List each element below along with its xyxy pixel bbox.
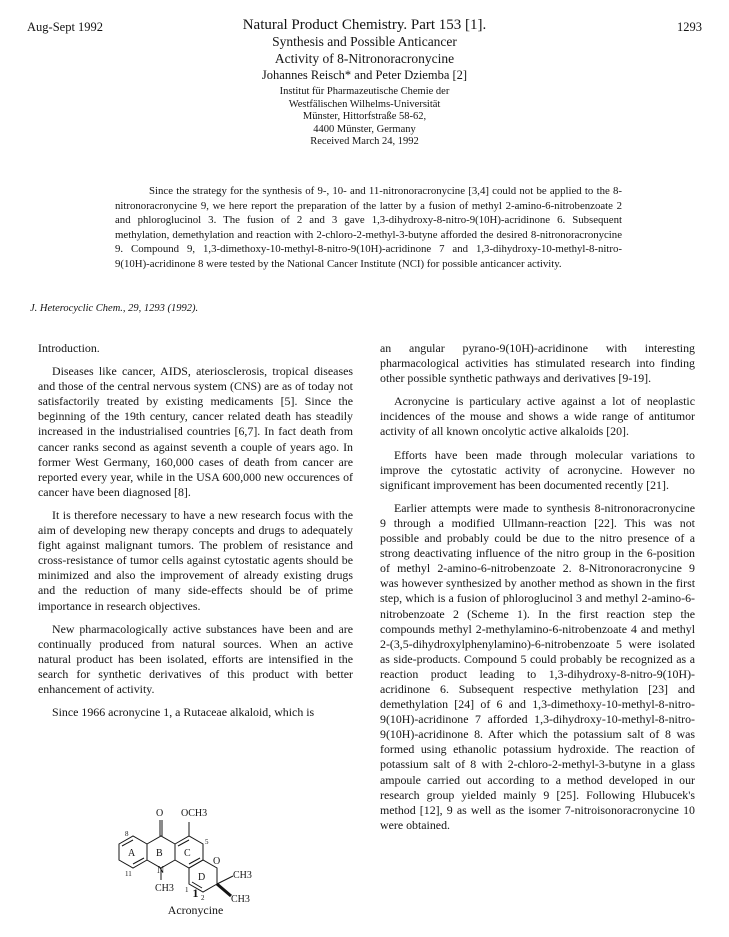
paragraph: Diseases like cancer, AIDS, ateriosclerosis, tropical diseases and those of the central nervous system (CNS) are as of today not satisfactorily treated by existing medicaments [5]. Since the beginning of the 19th century, cancer related death has steadily increased in the industrialised countries [6,7]. In fact death from cancer ranks second as against seventh a couple of years ago. In former West Germany, 160,000 cases of death from cancer are reported every year, while in the USA 600,000 new occurences of cancer have been diagnosed [8]. <box>38 364 353 499</box>
page-number: 1293 <box>677 20 702 34</box>
ring-a-label: A <box>128 848 136 859</box>
affiliation-line: 4400 Münster, Germany <box>313 123 416 135</box>
title-block <box>120 16 609 149</box>
gem-methyl-label: CH3 <box>231 894 250 905</box>
position-label: 11 <box>125 870 132 878</box>
nitrogen-label: N <box>157 865 165 876</box>
paragraph: Since 1966 acronycine 1, a Rutaceae alkaloid, which is <box>52 705 315 720</box>
authors: Johannes Reisch* and Peter Dziemba [2] <box>261 68 468 82</box>
pyran-o-label: O <box>213 856 221 867</box>
journal-reference: J. Heterocyclic Chem., 29, 1293 (1992). <box>30 303 199 314</box>
paragraph: Acronycine is particulary active against a lot of neoplastic incidences of the mouse and shows a wide range of antitumor activity of all known oncolytic active alkaloids [20]. <box>380 394 695 439</box>
affiliation-line: Münster, Hittorfstraße 58-62, <box>302 111 427 122</box>
section-heading: Introduction. <box>38 341 100 355</box>
position-label: 2 <box>201 894 205 902</box>
affiliation-line: Westfälischen Wilhelms-Universität <box>288 98 441 110</box>
ring-c-label: C <box>184 848 191 859</box>
affiliation-line: Institut für Pharmazeutische Chemie der <box>279 86 450 97</box>
right-column <box>380 341 695 841</box>
gem-methyl-label: CH3 <box>233 870 252 881</box>
position-label: 1 <box>185 886 189 894</box>
affiliation <box>120 86 609 149</box>
left-column <box>38 341 353 728</box>
paragraph: Earlier attempts were made to synthesis 8-nitronoracronycine 9 through a modified Ullmann-reaction [22]. This was not possible and probably could be due to the nitro presence of a strong deactivating influence of the nitro group in the 6-position of methyl 2-amino-6-nitrobenzoate 2. 8-Nitronoracronycine 9 was however synthesized by another method as shown in the first step, which is a fusion of phloroglucinol 3 and methyl 2-amino-6-nitrobenzoate 2 (Scheme 1). In the first reaction step the compounds methyl 2-methylamino-6-nitrobenzoate 4 and methyl 2-(3,5-dihydroxylphenylamino)-6-nitrobenzoate 5 were isolated as side-products. Compound 5 could probably be recognized as a reaction product leading to 1,3-dihydroxy-8-nitro-9(10H)-acridinone 6. Subsequent respective methylation [23] and demethylation [24] of 6 and 1,3-dimethoxy-10-methyl-8-nitro-9(10H)-acridinone 7 afforded 1,3-dihydroxy-10-methyl-8-nitro-9(10H)-acridinone 8. After which the potassium salt of 8 was formed using ethanolic potassium hydroxide. The reaction of potassium salt of 8 with 2-chloro-2-methyl-3-butyne in a glass ampoule carried out according to a method developed in our research group yielded mainly 9 [25]. Following Hlubucek's method [12], 9 as well as the isomer 7-nitroisonoracronycine 10 were obtained. <box>380 500 695 832</box>
title-line-1: Natural Product Chemistry. Part 153 [1]. <box>242 17 487 33</box>
ring-b-label: B <box>156 848 163 859</box>
ring-d-label: D <box>198 872 206 883</box>
abstract: Since the strategy for the synthesis of 9-, 10- and 11-nitronoracronycine [3,4] could not be applied to the 8-nitronoracronycine 9, we here report the preparation of the latter by a fusion of methyl 2-amino-6-nitrobenzoate 2 and phloroglucinol 3. The fusion of 2 and 3 gave 1,3-dihydroxy-8-nitro-9(10H)-acridinone 6. Subsequent methylation, demethylation and reaction with 2-chloro-2-methyl-3-butyne afforded the desired 8-nitronoracronycine 9. Compound 9, 1,3-dimethoxy-10-methyl-8-nitro-9(10H)-acridinone 7 and 1,3-dihydroxy-10-methyl-8-nitro-9(10H)-acridinone 8 were tested by the National Cancer Institute (NCI) for possible anticancer activity. <box>115 185 622 270</box>
received-date: Received March 24, 1992 <box>310 136 419 147</box>
paragraph: Efforts have been made through molecular variations to improve the cytostatic activity of acronycine. However no significant improvement has been documented recently [21]. <box>380 447 695 492</box>
n-methyl-label: CH3 <box>155 883 174 894</box>
carbonyl-o-label: O <box>156 808 164 819</box>
paragraph: It is therefore necessary to have a new research focus with the aim of developing new therapy concepts and drugs to adequately fight against malignant tumors. The problem of resistance and cross-resistance of tumor cells against cytostatic agents should be minimized and also the improvement of already existing drugs and the reduction of many side-effects should be of prime importance in research objectives. <box>38 507 353 613</box>
position-label: 5 <box>205 838 209 846</box>
methoxy-label: OCH3 <box>181 808 208 819</box>
compound-name: Acronycine <box>167 903 224 917</box>
compound-number: 1 <box>192 886 199 900</box>
paragraph: an angular pyrano-9(10H)-acridinone with interesting pharmacological activities has stimulated research into finding other possible synthetic pathways and derivatives [9-19]. <box>380 341 695 386</box>
title-line-3: Activity of 8-Nitronoracronycine <box>274 50 455 66</box>
position-label: 8 <box>125 830 129 838</box>
title-line-2: Synthesis and Possible Anticancer <box>272 34 457 49</box>
issue-date: Aug-Sept 1992 <box>27 20 104 34</box>
paragraph: New pharmacologically active substances have been and are continually produced from natural sources. When an active natural product has been isolated, efforts are intensified in the search for synthetic derivatives of this product with better enhancement of activity. <box>38 621 353 696</box>
